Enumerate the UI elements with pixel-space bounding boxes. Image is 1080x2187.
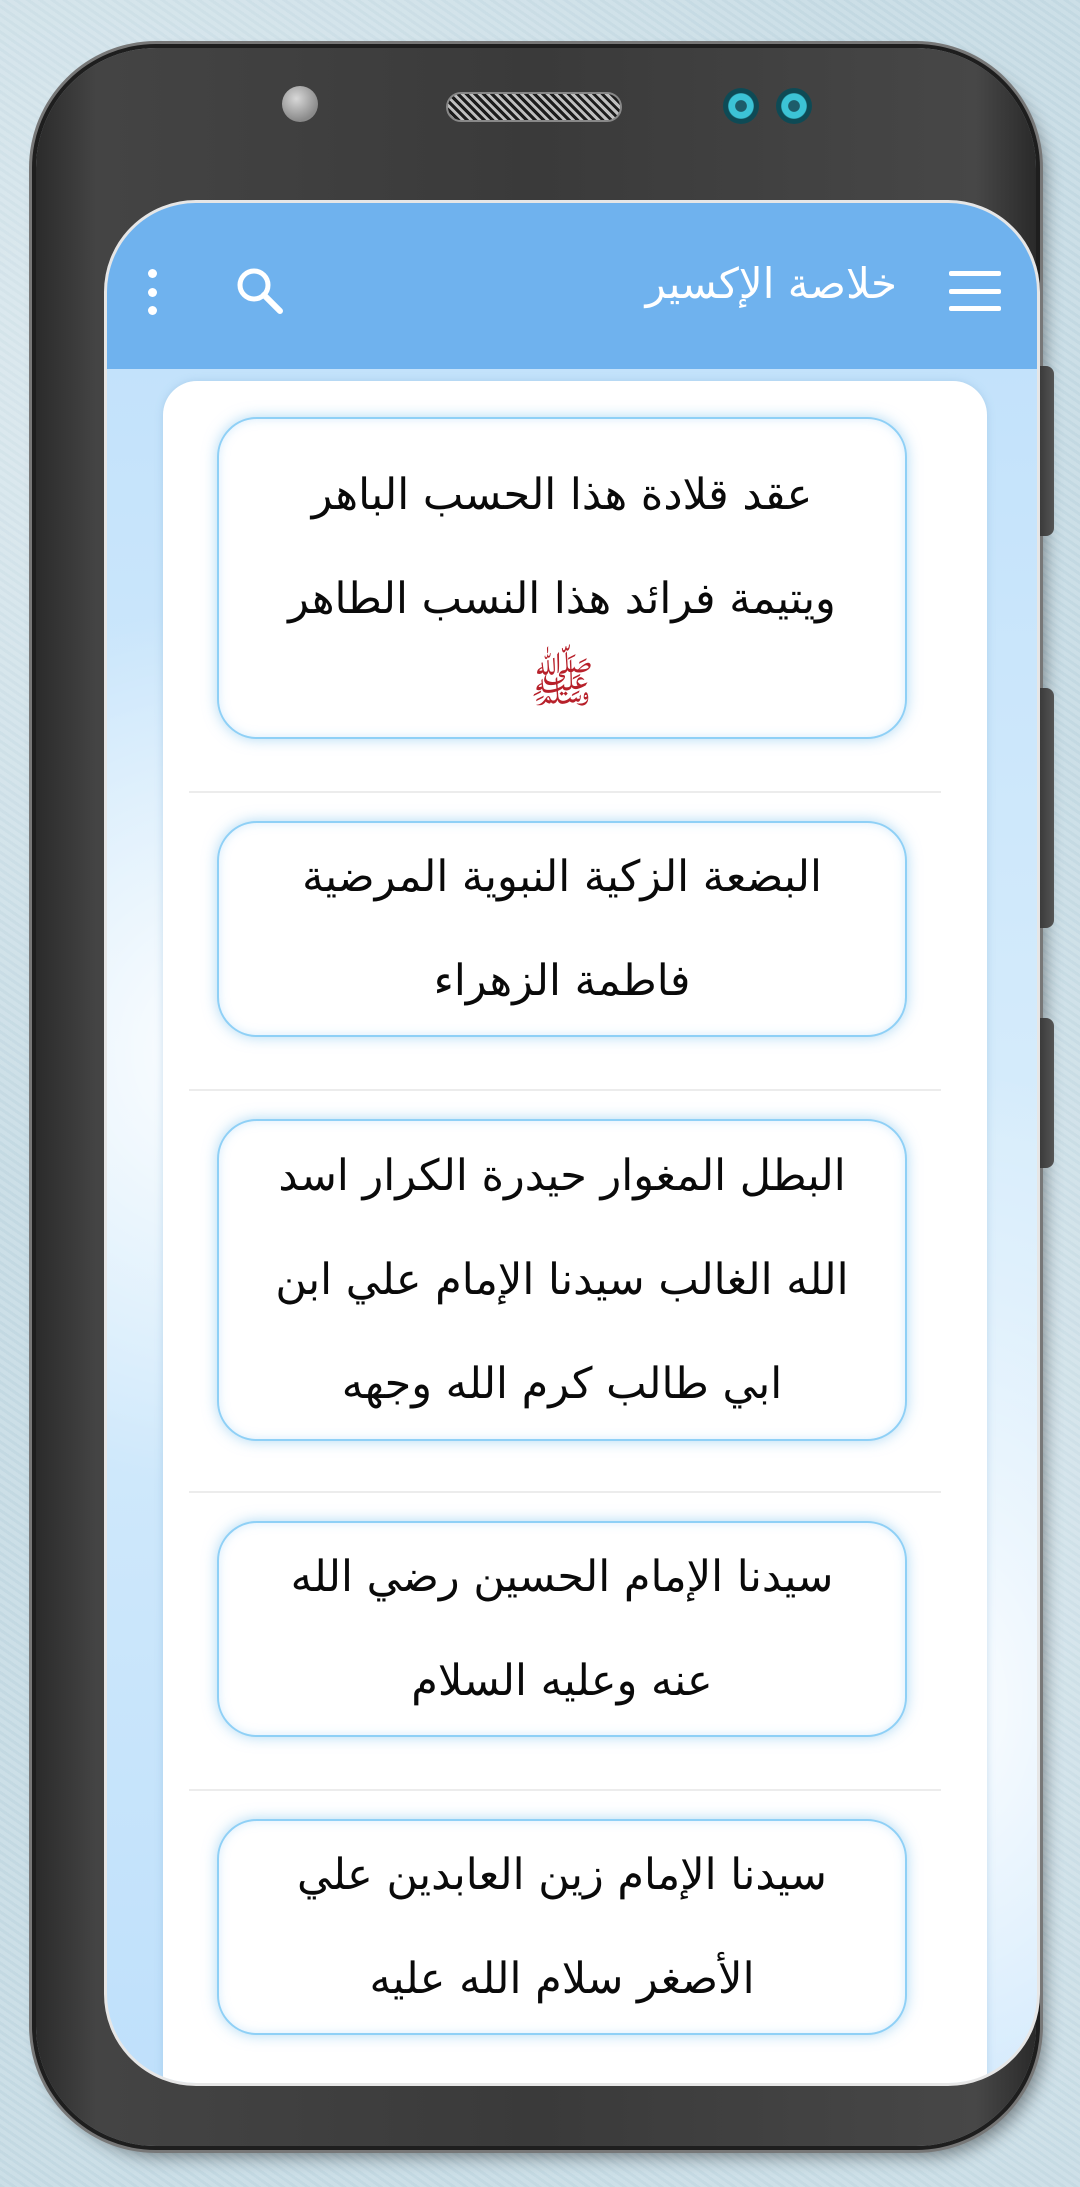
card-line: البطل المغوار حيدرة الكرار اسد xyxy=(278,1151,846,1201)
app-bar xyxy=(107,203,1037,369)
search-icon[interactable] xyxy=(232,263,288,319)
card-line: ابي طالب كرم الله وجهه xyxy=(341,1359,783,1409)
proximity-sensor xyxy=(723,88,759,124)
card-line: عقد قلادة هذا الحسب الباهر xyxy=(311,470,813,520)
list-divider xyxy=(189,791,941,793)
chapter-card[interactable] xyxy=(217,1119,907,1441)
light-sensor xyxy=(776,88,812,124)
card-line: البضعة الزكية النبوية المرضية xyxy=(302,852,822,902)
card-line: الله الغالب سيدنا الإمام علي ابن xyxy=(275,1255,849,1305)
chapter-card[interactable] xyxy=(217,1819,907,2035)
list-divider xyxy=(189,1789,941,1791)
list-divider xyxy=(189,1491,941,1493)
salawat-seal: ﷺ xyxy=(529,651,595,714)
hamburger-menu-icon[interactable] xyxy=(949,271,1001,311)
card-line: سيدنا الإمام الحسين رضي الله xyxy=(290,1552,834,1602)
front-camera xyxy=(282,86,318,122)
chapter-card[interactable] xyxy=(217,1521,907,1737)
chapter-card[interactable] xyxy=(217,417,907,739)
card-line: ويتيمة فرائد هذا النسب الطاهر xyxy=(288,574,836,624)
chapter-list xyxy=(163,381,987,2086)
card-line: الأصغر سلام الله عليه xyxy=(369,1954,755,2004)
app-screen xyxy=(104,200,1040,2086)
list-divider xyxy=(189,1089,941,1091)
phone-frame xyxy=(36,48,1036,2146)
earpiece-speaker xyxy=(446,92,622,122)
card-line: فاطمة الزهراء xyxy=(433,956,691,1006)
more-vertical-icon[interactable] xyxy=(145,269,159,315)
app-title: خلاصة الإكسير xyxy=(645,259,897,308)
card-line: سيدنا الإمام زين العابدين علي xyxy=(297,1850,827,1900)
card-line: عنه وعليه السلام xyxy=(411,1656,713,1706)
chapter-card[interactable] xyxy=(217,821,907,1037)
